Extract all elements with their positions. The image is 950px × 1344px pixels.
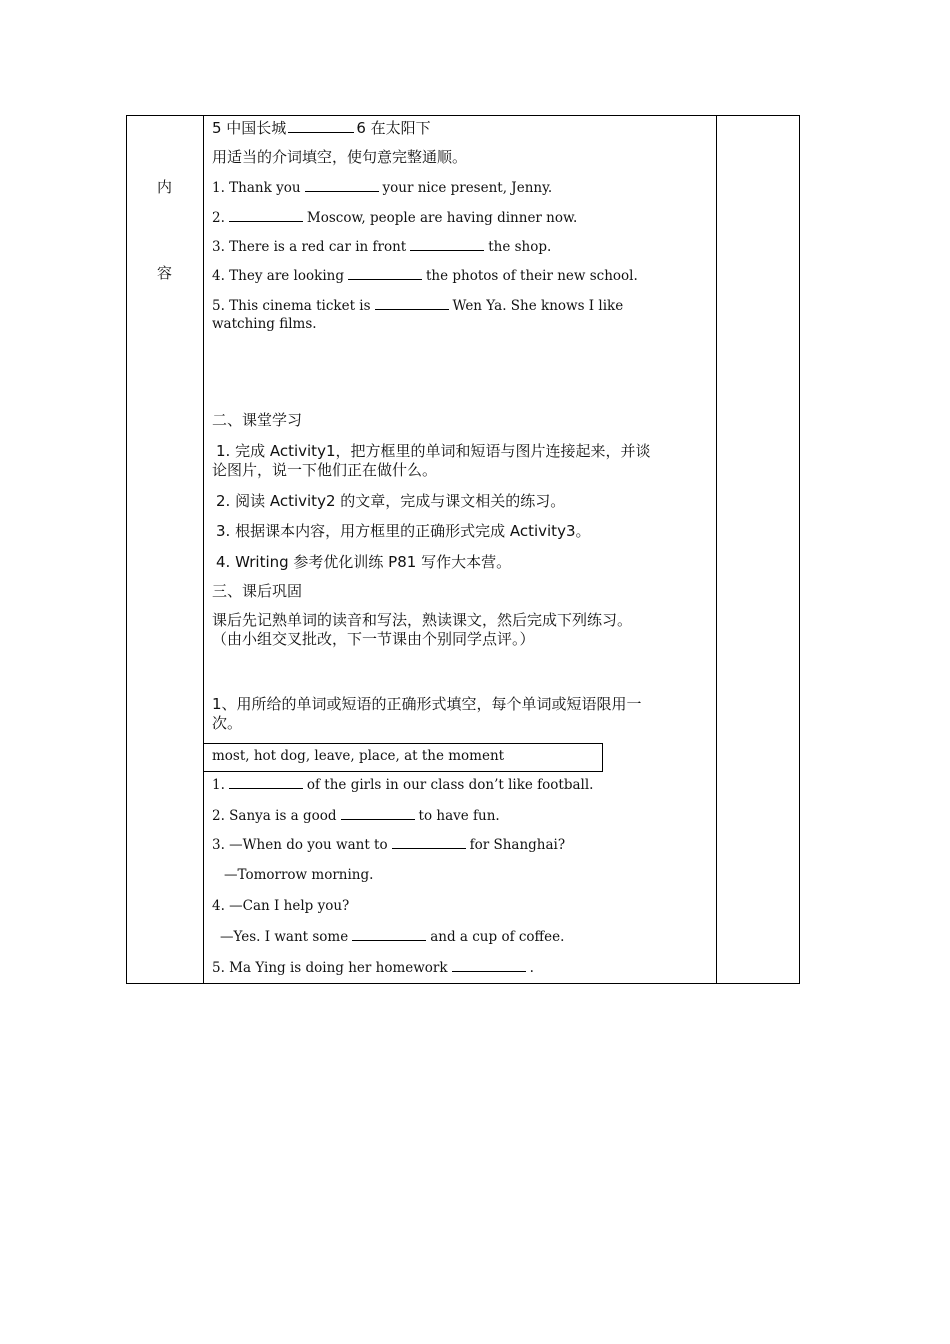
prep-question-2: 2. Moscow, people are having dinner now. bbox=[212, 210, 578, 226]
exercise-3-answer: —Tomorrow morning. bbox=[224, 867, 374, 883]
class-item-3: 3. 根据课本内容，用方框里的正确形式完成 Activity3。 bbox=[216, 522, 591, 540]
prep-question-3: 3. There is a red car in front the shop. bbox=[212, 239, 552, 255]
exercise-2: 2. Sanya is a good to have fun. bbox=[212, 808, 500, 824]
exercise-3: 3. —When do you want to for Shanghai? bbox=[212, 837, 566, 853]
vocab-line: 5 中国长城 6 在太阳下 bbox=[212, 119, 431, 137]
exercise-4-answer: —Yes. I want some and a cup of coffee. bbox=[220, 929, 565, 945]
side-label-2: 容 bbox=[157, 264, 173, 282]
class-item-1: 1. 完成 Activity1，把方框里的单词和短语与图片连接起来，并谈 bbox=[216, 442, 651, 460]
task-instruction: 1、用所给的单词或短语的正确形式填空，每个单词或短语限用一 bbox=[212, 695, 642, 713]
after-description-cont: （由小组交叉批改，下一节课由个别同学点评。） bbox=[212, 630, 535, 648]
exercise-4: 4. —Can I help you? bbox=[212, 898, 350, 914]
prep-question-1: 1. Thank you your nice present, Jenny. bbox=[212, 180, 553, 196]
column-divider bbox=[716, 116, 717, 983]
prep-question-4: 4. They are looking the photos of their new school. bbox=[212, 268, 638, 284]
prep-instruction: 用适当的介词填空，使句意完整通顺。 bbox=[212, 148, 468, 166]
side-label-1: 内 bbox=[157, 178, 173, 196]
section-heading-after: 三、课后巩固 bbox=[212, 582, 303, 600]
prep-question-5-cont: watching films. bbox=[212, 316, 317, 332]
exercise-5: 5. Ma Ying is doing her homework . bbox=[212, 960, 534, 976]
section-heading-class: 二、课堂学习 bbox=[212, 411, 303, 429]
lesson-table bbox=[126, 115, 800, 984]
after-description: 课后先记熟单词的读音和写法，熟读课文，然后完成下列练习。 bbox=[212, 611, 633, 629]
word-box: most, hot dog, leave, place, at the moment bbox=[203, 743, 603, 772]
prep-question-5: 5. This cinema ticket is Wen Ya. She knows I like bbox=[212, 298, 624, 314]
blank bbox=[288, 119, 354, 133]
class-item-2: 2. 阅读 Activity2 的文章，完成与课文相关的练习。 bbox=[216, 492, 566, 510]
task-instruction-cont: 次。 bbox=[212, 714, 243, 732]
class-item-4: 4. Writing 参考优化训练 P81 写作大本营。 bbox=[216, 553, 512, 571]
exercise-1: 1. of the girls in our class don’t like football. bbox=[212, 777, 594, 793]
column-divider bbox=[203, 116, 204, 983]
class-item-1-cont: 论图片，说一下他们正在做什么。 bbox=[212, 461, 438, 479]
